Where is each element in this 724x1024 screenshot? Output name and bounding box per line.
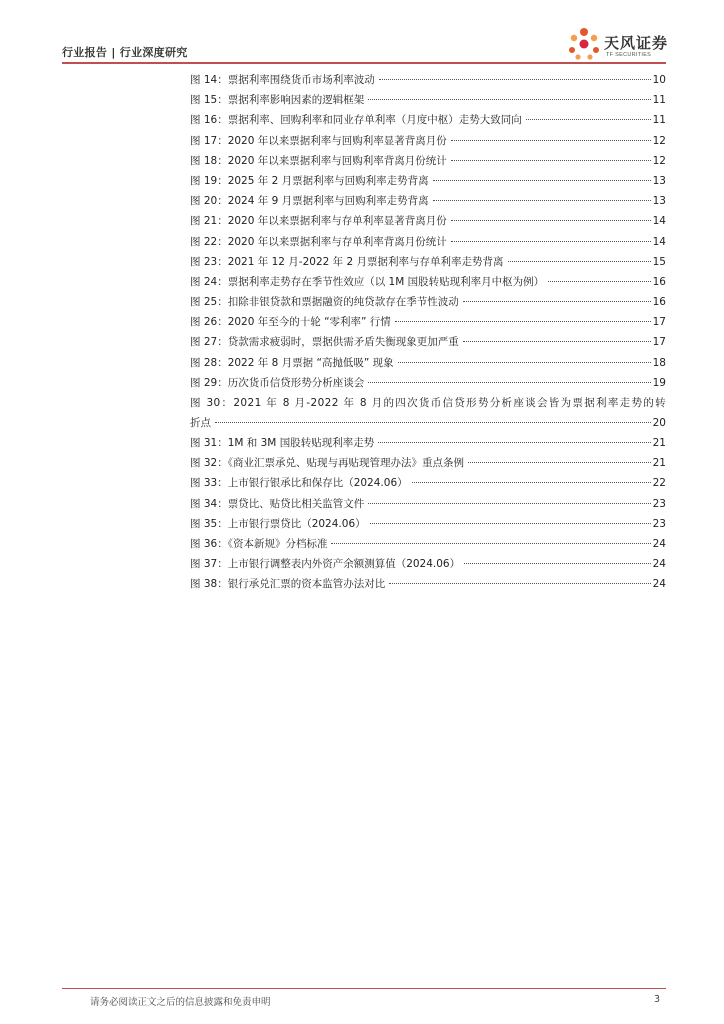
toc-entry-page: 24 [652, 578, 666, 591]
toc-entry-label: 图 21：2020 年以来票据利率与存单利率显著背离月份 [190, 215, 447, 228]
toc-leader-dots [451, 241, 651, 242]
toc-leader-dots [463, 341, 651, 342]
toc-leader-dots [463, 301, 651, 302]
toc-entry-label: 图 29：历次货币信贷形势分析座谈会 [190, 376, 365, 389]
toc-entry-label: 图 25：扣除非银贷款和票据融资的纯贷款存在季节性波动 [190, 296, 459, 309]
toc-entry-label: 图 30：2021 年 8 月-2022 年 8 月的四次货币信贷形势分析座谈会皆为票据利率走势的转 [190, 397, 666, 409]
toc-leader-dots [468, 462, 651, 463]
toc-leader-dots [548, 281, 651, 282]
toc-entry[interactable] [190, 312, 666, 332]
toc-leader-dots [526, 119, 651, 120]
toc-entry-label: 图 35：上市银行票贷比（2024.06） [190, 517, 366, 530]
toc-entry[interactable] [190, 211, 666, 231]
toc-entry-label: 图 20：2024 年 9 月票据利率与回购利率走势背离 [190, 195, 429, 208]
toc-entry[interactable] [190, 70, 666, 90]
logo-mark-icon [566, 26, 602, 62]
toc-entry-label: 图 31：1M 和 3M 国股转贴现利率走势 [190, 437, 375, 449]
toc-leader-dots [508, 261, 651, 262]
toc-entry[interactable] [190, 453, 666, 473]
toc-leader-dots [451, 140, 651, 141]
toc-entry[interactable] [190, 252, 666, 272]
toc-leader-dots [378, 442, 650, 443]
toc-entry-page: 16 [652, 275, 666, 288]
toc-leader-dots [379, 79, 651, 80]
toc-entry-page: 12 [652, 154, 666, 167]
toc-entry-label: 图 37：上市银行调整表内外资产余额测算值（2024.06） [190, 558, 461, 571]
toc-leader-dots [331, 543, 650, 544]
logo-text-en: TF SECURITIES [606, 52, 652, 58]
toc-entry-label: 图 17：2020 年以来票据利率与回购利率显著背离月份 [190, 134, 447, 147]
toc-entry-page: 23 [652, 517, 666, 530]
toc-entry-page: 12 [652, 134, 666, 147]
toc-entry[interactable] [190, 473, 666, 493]
toc-leader-dots [464, 563, 651, 564]
toc-entry-label: 图 34：票贷比、贴贷比相关监管文件 [190, 497, 365, 510]
toc-entry-label: 图 23：2021 年 12 月-2022 年 2 月票据利率与存单利率走势背离 [190, 255, 504, 268]
toc-entry-page: 24 [652, 537, 666, 550]
toc-leader-dots [215, 422, 651, 423]
toc-entry[interactable] [190, 191, 666, 211]
toc-entry-page: 11 [652, 114, 666, 127]
toc-leader-dots [412, 482, 651, 483]
toc-entry-label: 图 32：《商业汇票承兑、贴现与再贴现管理办法》重点条例 [190, 457, 464, 470]
toc-entry-label: 图 18：2020 年以来票据利率与回购利率背离月份统计 [190, 154, 447, 167]
toc-entry[interactable] [190, 292, 666, 312]
toc-leader-dots [433, 200, 651, 201]
toc-entry-page: 18 [652, 356, 666, 369]
toc-leader-dots [451, 220, 651, 221]
toc-leader-dots [451, 160, 651, 161]
toc-entry-page: 23 [652, 497, 666, 510]
toc-entry-page: 24 [652, 558, 666, 571]
toc-entry-page: 20 [652, 417, 666, 429]
toc-leader-dots [389, 583, 650, 584]
toc-entry-page: 21 [652, 437, 666, 449]
toc-entry-label: 图 36：《资本新规》分档标准 [190, 537, 328, 550]
toc-leader-dots [368, 382, 650, 383]
toc-entry[interactable] [190, 171, 666, 191]
toc-entry-page: 15 [652, 255, 666, 268]
page-number: 3 [654, 994, 661, 1005]
toc-entry-label: 图 15：票据利率影响因素的逻辑框架 [190, 94, 365, 107]
toc-entry-page: 19 [652, 376, 666, 389]
logo-text-cn: 天风证券 [604, 34, 669, 52]
toc-leader-dots [398, 362, 651, 363]
toc-entry[interactable] [190, 433, 666, 453]
toc-entry[interactable] [190, 131, 666, 151]
toc-entry-page: 13 [652, 174, 666, 187]
toc-entry-label: 图 14：票据利率围绕货币市场利率波动 [190, 74, 375, 86]
toc-entry-label: 图 26：2020 年至今的十轮 “零利率” 行情 [190, 316, 391, 329]
toc-leader-dots [370, 523, 651, 524]
toc-entry-page: 21 [652, 457, 666, 470]
toc-entry-page: 13 [652, 195, 666, 208]
toc-entry[interactable] [190, 272, 666, 292]
toc-entry[interactable] [190, 332, 666, 352]
toc-entry[interactable] [190, 574, 666, 594]
toc-entry-page: 14 [652, 215, 666, 228]
header-divider [62, 62, 666, 64]
toc-entry-page: 16 [652, 296, 666, 309]
toc-entry[interactable] [190, 232, 666, 252]
toc-entry-label: 图 33：上市银行银承比和保存比（2024.06） [190, 477, 408, 490]
toc-entry[interactable] [190, 534, 666, 554]
toc-entry[interactable] [190, 393, 666, 433]
toc-entry[interactable] [190, 514, 666, 534]
toc-entry[interactable] [190, 554, 666, 574]
footer-disclaimer: 请务必阅读正文之后的信息披露和免责申明 [90, 997, 271, 1008]
toc-entry-page: 17 [652, 316, 666, 329]
toc-entry-label: 图 28：2022 年 8 月票据 “高抛低吸” 现象 [190, 356, 394, 369]
toc-entry-label: 图 19：2025 年 2 月票据利率与回购利率走势背离 [190, 174, 429, 187]
toc-leader-dots [433, 180, 651, 181]
toc-entry[interactable] [190, 151, 666, 171]
toc-leader-dots [368, 503, 650, 504]
toc-entry-label: 图 27：贷款需求疲弱时，票据供需矛盾失衡现象更加严重 [190, 336, 459, 349]
figure-list [190, 70, 666, 595]
toc-entry-label: 图 38：银行承兑汇票的资本监管办法对比 [190, 578, 386, 591]
toc-entry-page: 10 [652, 74, 666, 86]
toc-leader-dots [368, 99, 650, 100]
toc-entry[interactable] [190, 494, 666, 514]
tf-securities-logo [566, 24, 676, 64]
toc-entry[interactable] [190, 353, 666, 373]
report-type-label: 行业报告 | 行业深度研究 [62, 46, 188, 59]
toc-entry-page: 17 [652, 336, 666, 349]
toc-entry-page: 11 [652, 94, 666, 107]
toc-entry-label: 图 16：票据利率、回购利率和同业存单利率（月度中枢）走势大致同向 [190, 114, 522, 127]
toc-entry[interactable] [190, 90, 666, 110]
toc-entry-label: 图 24：票据利率走势存在季节性效应（以 1M 国股转贴现利率月中枢为例） [190, 275, 545, 288]
toc-entry-label: 图 22：2020 年以来票据利率与存单利率背离月份统计 [190, 235, 447, 248]
toc-entry[interactable] [190, 373, 666, 393]
toc-entry-label-cont: 折点 [190, 417, 211, 429]
toc-leader-dots [395, 321, 651, 322]
toc-entry[interactable] [190, 110, 666, 130]
toc-entry-page: 22 [652, 477, 666, 490]
toc-entry-page: 14 [652, 235, 666, 248]
footer-divider [62, 988, 666, 989]
